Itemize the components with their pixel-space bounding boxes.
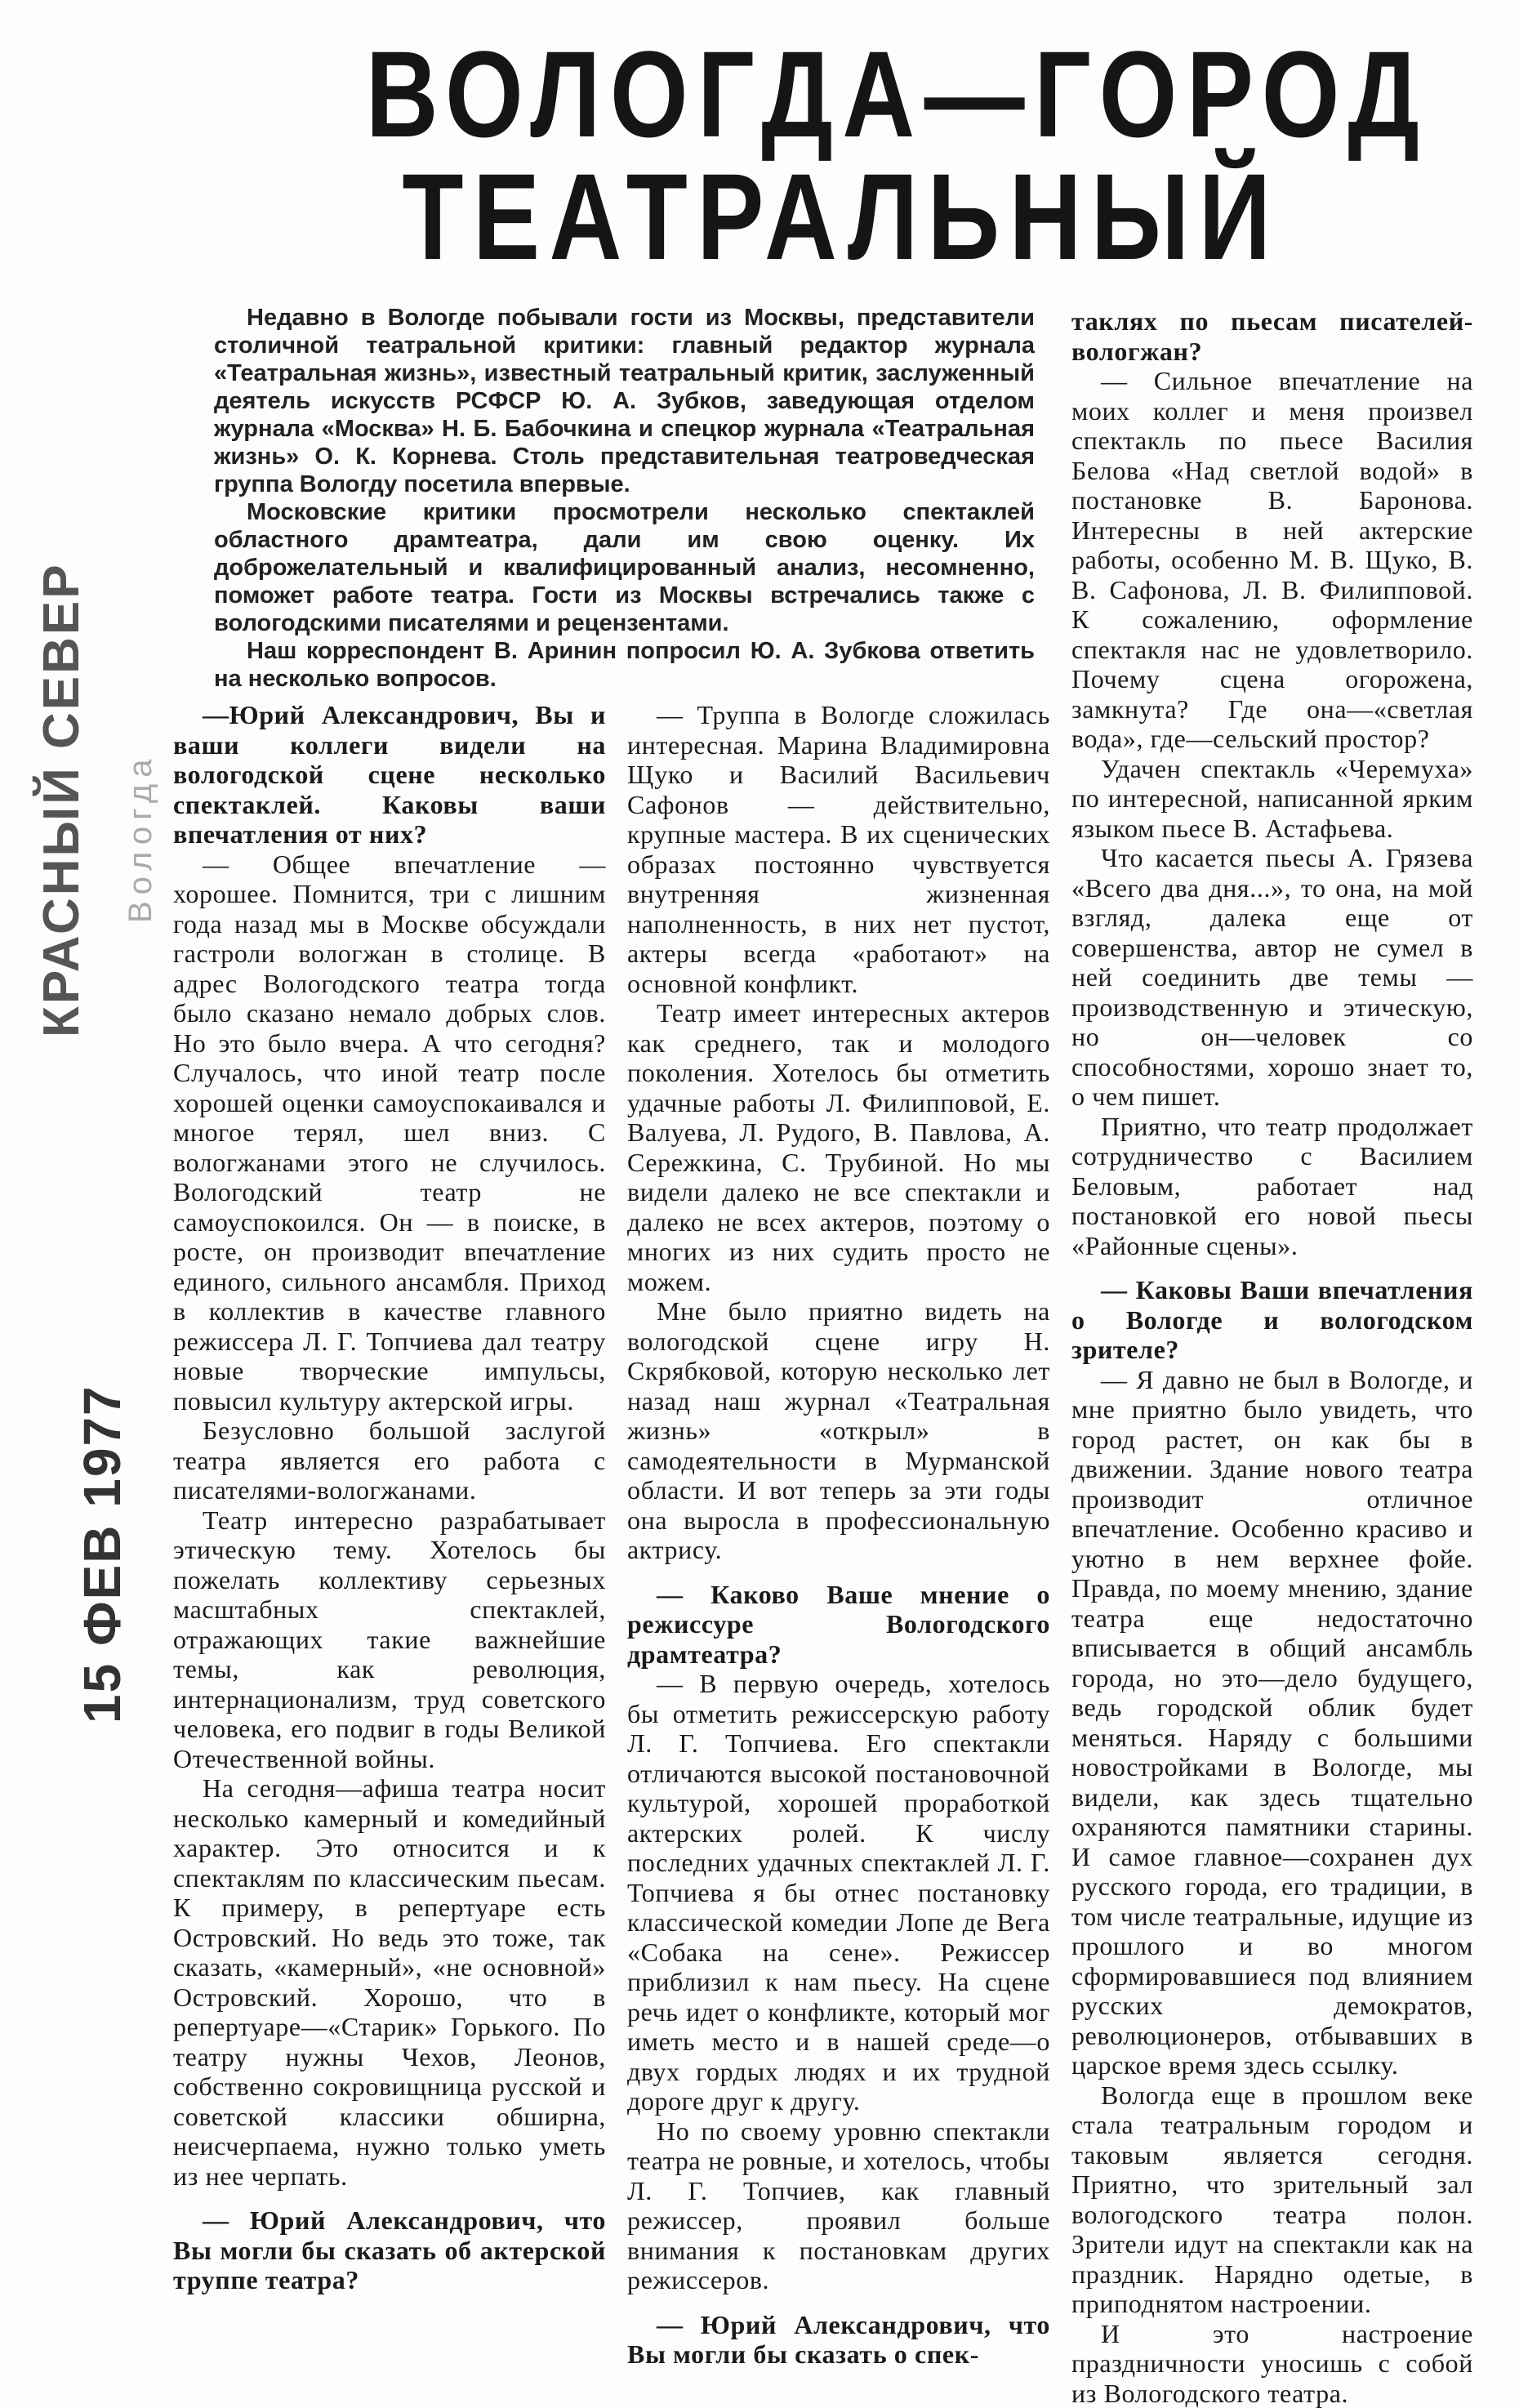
article-column-1 bbox=[173, 700, 606, 2295]
interview-answer: — Труппа в Вологде сложилась интересная. Марина Владимировна Щуко и Василий Васильевич Сафонов — действительно, крупные мастера. В их сценических образах постоянно чувствуется внутренняя жизненная наполненность, в них нет пустот, актеры всегда «работают» на основной конфликт. bbox=[627, 700, 1050, 998]
interview-answer: Удачен спектакль «Черемуха» по интересной, написанной ярким языком пьесе В. Астафьева. bbox=[1071, 754, 1473, 844]
interview-question: — Каково Ваше мнение о режиссуре Вологодского драмтеатра? bbox=[627, 1580, 1050, 1670]
interview-answer: На сегодня—афиша театра носит несколько камерный и комедийный характер. Это относится и к спектаклям по классическим пьесам. К примеру, в репертуаре есть Островский. Но ведь это тоже, так сказать, «камерный», «не основной» Островский. Хорошо, что в репертуаре—«Старик» Горького. По театру нужны Чехов, Леонов, собственно сокровищница русской и советской классики обширна, неисчерпаема, нужно только уметь из нее черпать. bbox=[173, 1773, 606, 2191]
interview-answer: — Сильное впечатление на моих коллег и меня произвел спектакль по пьесе Василия Белова «Над светлой водой» в постановке В. Баронова. Интересны в ней актерские работы, особенно М. В. Щуко, В. В. Сафонова, Л. В. Филипповой. К сожалению, оформление спектакля нас не удовлетворило. Почему сцена огорожена, замкнута? Где она—«светлая вода», где—сельский простор? bbox=[1071, 366, 1473, 754]
interview-question: таклях по пьесам писателей-вологжан? bbox=[1071, 306, 1473, 366]
interview-answer: Мне было приятно видеть на вологодской сцене игру Н. Скрябковой, которую несколько лет назад наш журнал «Театральная жизнь» «открыл» в самодеятельности в Мурманской области. И вот теперь за эти годы она выросла в профессиональную актрису. bbox=[627, 1296, 1050, 1565]
interview-answer: Что касается пьесы А. Грязева «Всего два дня...», то она, на мой взгляд, далека еще от совершенства, автор не сумел в ней соединить две темы — производственную и этическую, но он—человек со способностями, хорошо знает то, о чем пишет. bbox=[1071, 843, 1473, 1112]
article-column-2 bbox=[627, 700, 1050, 2370]
lead-paragraph: Наш корреспондент В. Аринин попросил Ю. А. Зубкова ответить на несколько вопросов. bbox=[214, 637, 1035, 693]
article-column-3 bbox=[1071, 306, 1473, 2408]
article-lead bbox=[214, 304, 1035, 693]
interview-answer: Но по своему уровню спектакли театра не ровные, и хотелось, чтобы Л. Г. Топчиев, как главный режиссер, проявил больше внимания к постановкам других режиссеров. bbox=[627, 2116, 1050, 2295]
interview-question: — Юрий Александрович, что Вы могли бы сказать об актерской труппе театра? bbox=[173, 2205, 606, 2295]
headline-line-2: ТЕАТРАЛЬНЫЙ bbox=[366, 155, 1316, 278]
date-stamp: 15 ФЕВ 1977 bbox=[72, 1385, 132, 1724]
interview-answer: Вологда еще в прошлом веке стала театральным городом и таковым является сегодня. Приятно, что зрительный зал вологодского театра полон. Зрители идут на спектакли как на праздник. Нарядно одетые, в приподнятом настроении. bbox=[1071, 2080, 1473, 2319]
interview-answer: И это настроение праздничности уносишь с собой из Вологодского театра. bbox=[1071, 2319, 1473, 2408]
interview-answer: — Я давно не был в Вологде, и мне приятно было увидеть, что город растет, он как бы в движении. Здание нового театра производит отличное впечатление. Особенно красиво и уютно в нем верхнее фойе. Правда, по моему мнению, здание театра еще недостаточно вписывается в общий ансамбль города, но это—дело будущего, ведь городской облик будет меняться. Наряду с большими новостройками в Вологде, мы видели, как здесь тщательно охраняются памятники старины. И самое главное—сохранен дух русского города, его традиции, в том числе театральные, идущие из прошлого и во многом сформировавшиеся под влиянием русских демократов, революционеров, отбывавших в царское время здесь ссылку. bbox=[1071, 1365, 1473, 2080]
interview-question: — Юрий Александрович, что Вы могли бы сказать о спек- bbox=[627, 2310, 1050, 2370]
interview-answer: Театр интересно разрабатывает этическую тему. Хотелось бы пожелать коллективу серьезных масштабных спектаклей, отражающих такие важнейшие темы, как революция, интернационализм, труд советского человека, его подвиг в годы Великой Отечественной войны. bbox=[173, 1505, 606, 1774]
interview-answer: — В первую очередь, хотелось бы отметить режиссерскую работу Л. Г. Топчиева. Его спектакли отличаются высокой постановочной культурой, хорошей проработкой актерских ролей. К числу последних удачных спектаклей Л. Г. Топчиева я бы отнес постановку классической комедии Лопе де Вега «Собака на сене». Режиссер приблизил к нам пьесу. На сцене речь идет о конфликте, который мог иметь место и в нашей среде—о двух гордых людях и их трудной дороге друг к другу. bbox=[627, 1669, 1050, 2116]
headline bbox=[366, 33, 1316, 278]
interview-answer: — Общее впечатление — хорошее. Помнится, три с лишним года назад мы в Москве обсуждали гастроли вологжан в столице. В адрес Вологодского театра тогда было сказано немало добрых слов. Но это было вчера. А что сегодня? Случалось, что иной театр после хорошей оценки самоуспокаивался и многое терял, шел вниз. С вологжанами этого не случилось. Вологодский театр не самоуспокоился. Он — в поиске, в росте, он производит впечатление единого, сильного ансамбля. Приход в коллектив в качестве главного режиссера Л. Г. Топчиева дал театру новые творческие импульсы, повысил культуру актерской игры. bbox=[173, 849, 606, 1416]
lead-paragraph: Московские критики просмотрели несколько спектаклей областного драмтеатра, дали им свою оценку. Их доброжелательный и квалифицированный анализ, несомненно, поможет работе театра. Гости из Москвы встречались также с вологодскими писателями и рецензентами. bbox=[214, 498, 1035, 637]
city-stamp: Вологда bbox=[122, 753, 159, 923]
interview-question: —Юрий Александрович, Вы и ваши коллеги видели на вологодской сцене несколько спектаклей. Каковы ваши впечатления от них? bbox=[173, 700, 606, 849]
interview-question: — Каковы Ваши впечатления о Вологде и вологодском зрителе? bbox=[1071, 1275, 1473, 1365]
lead-paragraph: Недавно в Вологде побывали гости из Москвы, представители столичной театральной критики: главный редактор журнала «Театральная жизнь», известный театральный критик, заслуженный деятель искусств РСФСР Ю. А. Зубков, заведующая отделом журнала «Москва» Н. Б. Бабочкина и спецкор журнала «Театральная жизнь» О. К. Корнева. Столь представительная театроведческая группа Вологду посетила впервые. bbox=[214, 304, 1035, 498]
headline-line-1: ВОЛОГДА—ГОРОД bbox=[366, 33, 1316, 155]
interview-answer: Театр имеет интересных актеров как среднего, так и молодого поколения. Хотелось бы отметить удачные работы Л. Филипповой, Е. Валуева, Л. Рудого, В. Павлова, А. Сережкина, С. Трубиной. Но мы видели далеко не все спектакли и далеко не всех актеров, поэтому о многих из них судить просто не можем. bbox=[627, 998, 1050, 1296]
interview-answer: Безусловно большой заслугой театра является его работа с писателями-вологжанами. bbox=[173, 1416, 606, 1505]
interview-answer: Приятно, что театр продолжает сотрудничество с Василием Беловым, работает над постановкой его новой пьесы «Районные сцены». bbox=[1071, 1112, 1473, 1261]
newspaper-name-stamp: КРАСНЫЙ СЕВЕР bbox=[33, 562, 91, 1037]
